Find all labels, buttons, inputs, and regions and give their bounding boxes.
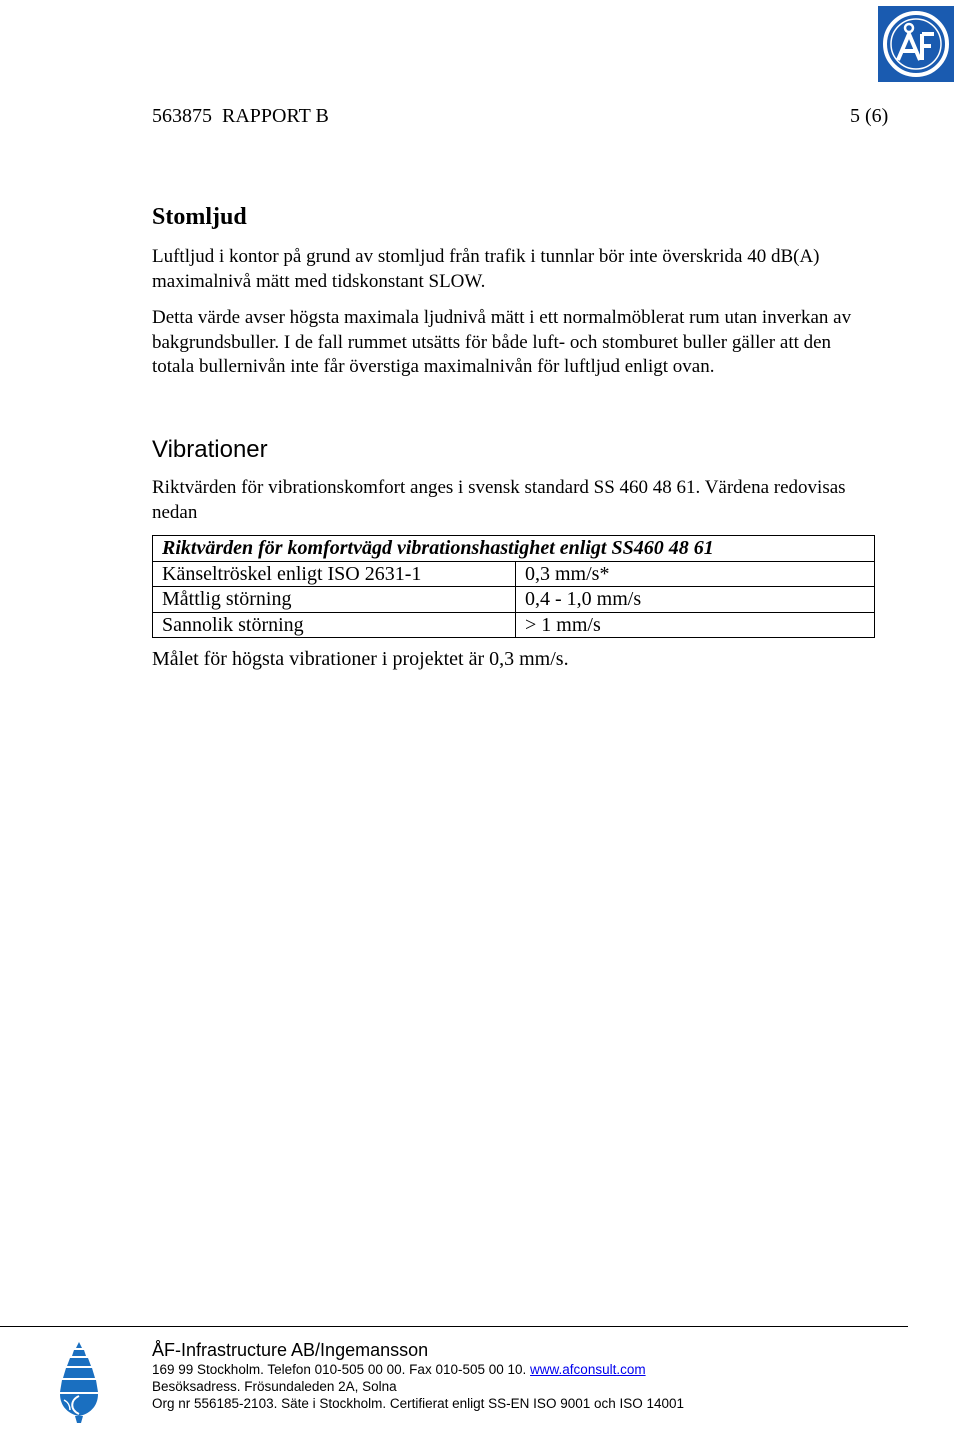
paragraph-vibrationer-1: Riktvärden för vibrationskomfort anges i svensk standard SS 460 48 61. Värdena redovisas nedan bbox=[152, 477, 846, 523]
table-cell-label: Känseltröskel enligt ISO 2631-1 bbox=[153, 561, 516, 587]
table-header: Riktvärden för komfortvägd vibrationshastighet enligt SS460 48 61 bbox=[153, 536, 875, 562]
table-row bbox=[153, 587, 875, 613]
table-row bbox=[153, 612, 875, 638]
paragraph-stomljud-2: Detta värde avser högsta maximala ljudnivå mätt i ett normalmöblerat rum utan inverkan av bakgrundsbuller. I de fall rummet utsätts för både luft- och stomburet buller gäller att den totala bullernivån inte får överstiga maximalnivån för luftljud enligt ovan. bbox=[152, 307, 852, 377]
table-row bbox=[153, 561, 875, 587]
footer-visit-address: Besöksadress. Frösundaleden 2A, Solna bbox=[152, 1379, 397, 1394]
paragraph-stomljud-1: Luftljud i kontor på grund av stomljud från trafik i tunnlar bör inte överskrida 40 dB(A) maximalnivå mätt med tidskonstant SLOW. bbox=[152, 246, 820, 292]
footer-org-number: Org nr 556185-2103. Säte i Stockholm. Certifierat enligt SS-EN ISO 9001 och ISO 14001 bbox=[152, 1396, 685, 1411]
shell-icon bbox=[58, 1340, 100, 1424]
table-cell-value: > 1 mm/s bbox=[516, 612, 875, 638]
table-cell-label: Måttlig störning bbox=[153, 587, 516, 613]
footer-company: ÅF-Infrastructure AB/Ingemansson bbox=[152, 1340, 429, 1360]
af-logo-icon bbox=[878, 6, 954, 82]
vibration-table bbox=[152, 535, 875, 638]
report-number: 563875 RAPPORT B bbox=[152, 105, 329, 127]
table-header-row bbox=[153, 536, 875, 562]
paragraph-vibrationer-2: Målet för högsta vibrationer i projektet är 0,3 mm/s. bbox=[152, 648, 569, 670]
footer-divider bbox=[0, 1326, 908, 1327]
footer-address-line bbox=[152, 1362, 646, 1377]
footer-website-link[interactable]: www.afconsult.com bbox=[530, 1362, 646, 1377]
page-number: 5 (6) bbox=[850, 105, 889, 127]
heading-stomljud: Stomljud bbox=[152, 204, 247, 230]
table-cell-value: 0,4 - 1,0 mm/s bbox=[516, 587, 875, 613]
footer-contact: 169 99 Stockholm. Telefon 010-505 00 00. Fax 010-505 00 10. bbox=[152, 1362, 527, 1377]
heading-vibrationer: Vibrationer bbox=[152, 436, 268, 463]
table-cell-value: 0,3 mm/s* bbox=[516, 561, 875, 587]
table-cell-label: Sannolik störning bbox=[153, 612, 516, 638]
